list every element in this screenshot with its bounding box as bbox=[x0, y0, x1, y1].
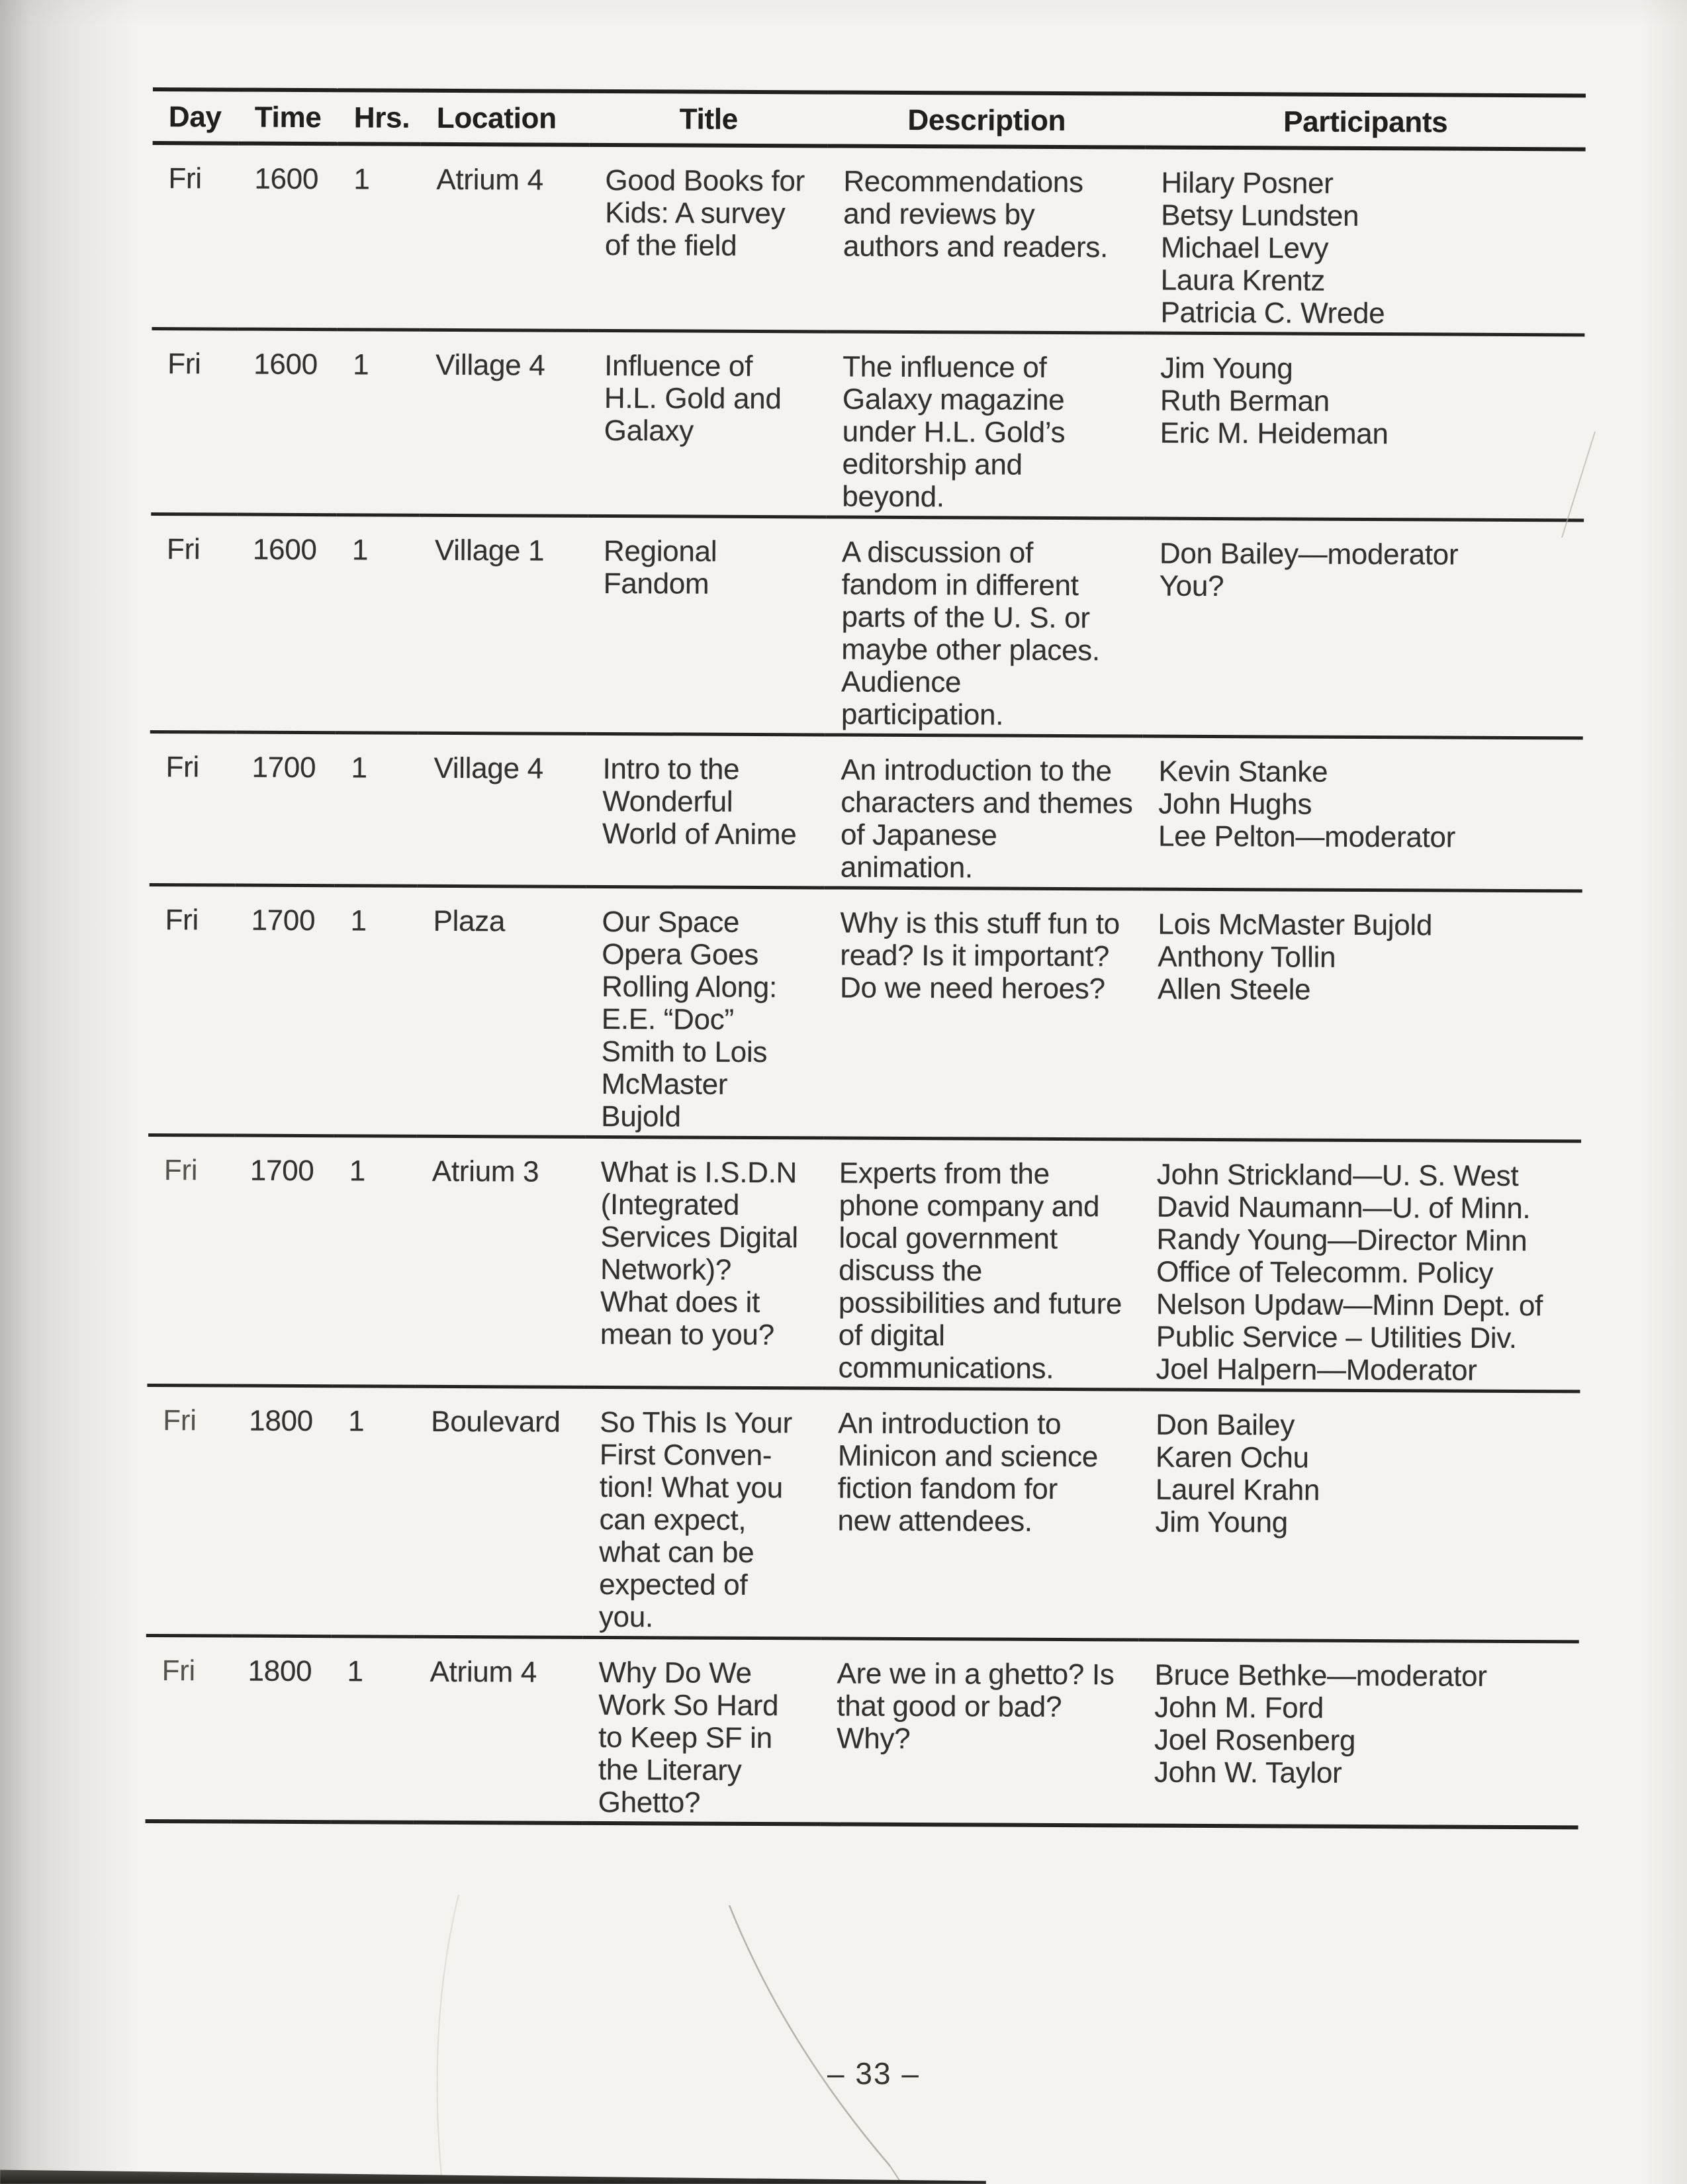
participants-cell: Jim Young Ruth Berman Eric M. Heideman bbox=[1160, 352, 1389, 451]
schedule-table-container bbox=[146, 87, 1586, 1829]
location-cell: Plaza bbox=[433, 904, 506, 938]
title-cell: Influence of H.L. Gold and Galaxy bbox=[604, 349, 782, 448]
participants-cell: Don Bailey—moderator You? bbox=[1159, 537, 1459, 603]
scan-edge-shadow bbox=[0, 2167, 986, 2184]
day-cell: Fri bbox=[168, 162, 202, 195]
participants-cell: Hilary Posner Betsy Lundsten Michael Levy Laura Krentz Patricia C. Wrede bbox=[1160, 166, 1385, 330]
description-cell: A discussion of fandom in different parts of the U. S. or maybe other places. Audience participation. bbox=[841, 536, 1100, 732]
time-cell: 1700 bbox=[251, 904, 316, 937]
location-cell: Boulevard bbox=[431, 1405, 561, 1439]
location-cell: Atrium 3 bbox=[432, 1155, 539, 1188]
day-cell: Fri bbox=[165, 751, 200, 784]
location-cell: Village 4 bbox=[433, 751, 543, 785]
time-cell: 1800 bbox=[249, 1404, 314, 1438]
title-cell: Our Space Opera Goes Rolling Along: E.E. “Doc” Smith to Lois McMaster Bujold bbox=[601, 905, 778, 1133]
location-cell: Atrium 4 bbox=[436, 163, 543, 197]
hrs-cell: 1 bbox=[353, 348, 369, 381]
time-cell: 1700 bbox=[250, 1154, 314, 1188]
hrs-cell: 1 bbox=[349, 1155, 366, 1188]
location-cell: Atrium 4 bbox=[430, 1655, 537, 1689]
day-cell: Fri bbox=[163, 1154, 198, 1187]
description-cell: The influence of Galaxy magazine under H.L. Gold’s editorship and beyond. bbox=[842, 350, 1066, 514]
description-cell: Why is this stuff fun to read? Is it important? Do we need heroes? bbox=[839, 906, 1120, 1006]
schedule-row bbox=[151, 328, 1584, 520]
participants-cell: Bruce Bethke—moderator John M. Ford Joel Rosenberg John W. Taylor bbox=[1154, 1658, 1487, 1789]
col-header-location: Location bbox=[436, 101, 557, 135]
hrs-cell: 1 bbox=[348, 1405, 365, 1438]
title-cell: What is I.S.D.N (Integrated Services Digital Network)? What does it mean to you? bbox=[600, 1155, 798, 1352]
participants-cell: Kevin Stanke John Hughs Lee Pelton—moderator bbox=[1158, 755, 1456, 854]
location-cell: Village 4 bbox=[435, 348, 545, 382]
col-header-title: Title bbox=[679, 103, 738, 136]
schedule-row bbox=[150, 732, 1583, 890]
location-cell: Village 1 bbox=[434, 534, 545, 567]
hrs-cell: 1 bbox=[353, 163, 370, 196]
time-cell: 1600 bbox=[254, 162, 319, 196]
col-header-time: Time bbox=[254, 101, 322, 134]
title-cell: Good Books for Kids: A survey of the field bbox=[604, 164, 805, 262]
hrs-cell: 1 bbox=[347, 1655, 363, 1688]
time-cell: 1700 bbox=[251, 751, 316, 784]
header-row bbox=[153, 89, 1586, 149]
hrs-cell: 1 bbox=[351, 534, 369, 567]
title-cell: Intro to the Wonderful World of Anime bbox=[602, 752, 797, 851]
title-cell: Regional Fandom bbox=[603, 534, 717, 600]
schedule-table bbox=[146, 87, 1586, 1829]
hrs-cell: 1 bbox=[351, 751, 367, 784]
participants-cell: Don Bailey Karen Ochu Laurel Krahn Jim Young bbox=[1155, 1408, 1320, 1539]
day-cell: Fri bbox=[166, 533, 201, 566]
time-cell: 1800 bbox=[248, 1654, 312, 1688]
title-cell: So This Is Your First Conven- tion! What you can expect, what can be expected of you. bbox=[598, 1405, 792, 1634]
col-header-hrs: Hrs. bbox=[353, 101, 410, 134]
time-cell: 1600 bbox=[253, 348, 318, 381]
schedule-row bbox=[146, 1635, 1579, 1827]
day-cell: Fri bbox=[163, 1404, 197, 1437]
day-cell: Fri bbox=[161, 1654, 196, 1687]
hrs-cell: 1 bbox=[350, 904, 367, 937]
schedule-row bbox=[146, 1385, 1580, 1641]
time-cell: 1600 bbox=[252, 533, 317, 567]
col-header-day: Day bbox=[168, 101, 222, 134]
schedule-row bbox=[150, 514, 1584, 737]
schedule-row bbox=[152, 143, 1585, 335]
day-cell: Fri bbox=[165, 904, 199, 937]
page-number: – 33 – bbox=[827, 2056, 920, 2091]
day-cell: Fri bbox=[167, 348, 201, 381]
description-cell: Are we in a ghetto? Is that good or bad? Why? bbox=[837, 1657, 1115, 1756]
participants-cell: John Strickland—U. S. West David Naumann—U. of Minn. Randy Young—Director Minn Office of Telecomm. Policy Nelson Updaw—Minn Dept. of Public Service – Utilities Div. Joel Halpern—Moderator bbox=[1156, 1158, 1543, 1387]
schedule-row bbox=[147, 1135, 1581, 1391]
description-cell: Experts from the phone company and local government discuss the possibilities and future of digital communications. bbox=[838, 1157, 1122, 1385]
description-cell: Recommendations and reviews by authors and readers. bbox=[843, 165, 1109, 264]
col-header-participants: Participants bbox=[1283, 105, 1448, 139]
description-cell: An introduction to the characters and themes of Japanese animation. bbox=[840, 753, 1133, 884]
participants-cell: Lois McMaster Bujold Anthony Tollin Allen Steele bbox=[1157, 908, 1433, 1006]
description-cell: An introduction to Minicon and science fiction fandom for new attendees. bbox=[837, 1407, 1099, 1538]
col-header-description: Description bbox=[907, 103, 1066, 138]
title-cell: Why Do We Work So Hard to Keep SF in the Literary Ghetto? bbox=[598, 1656, 779, 1819]
schedule-row bbox=[148, 884, 1582, 1141]
